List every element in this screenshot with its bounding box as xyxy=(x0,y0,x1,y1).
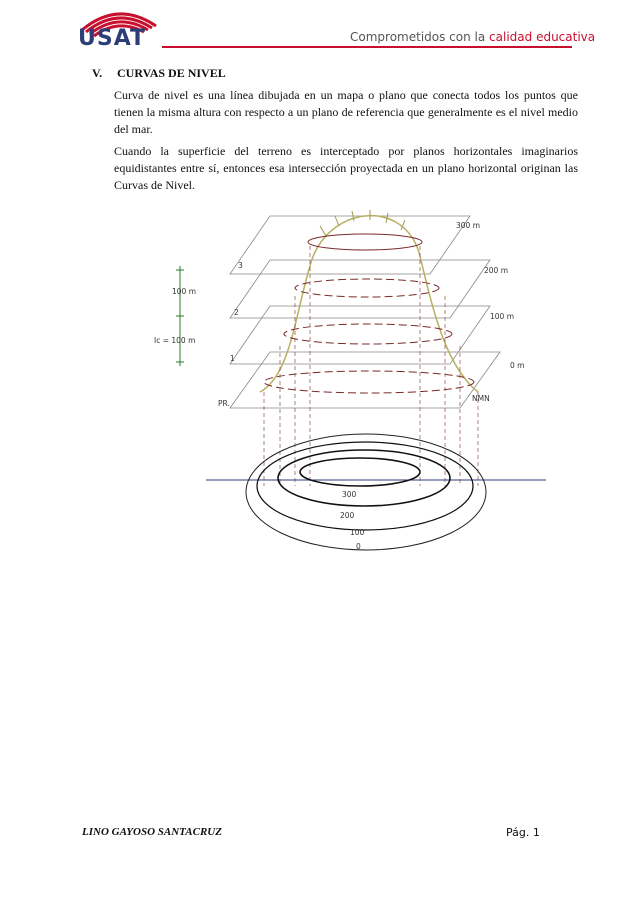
section-heading xyxy=(92,66,226,81)
hill-section-0 xyxy=(264,371,474,393)
label-contour-100: 100 xyxy=(350,528,365,537)
paragraph-definition: Curva de nivel es una línea dibujada en un mapa o plano que conecta todos los puntos que tienen la misma altura con respecto a un plano de referencia que generalmente es el nivel medio del mar. xyxy=(114,88,578,136)
label-contour-0: 0 xyxy=(356,542,361,551)
section-title: CURVAS DE NIVEL xyxy=(117,66,226,80)
label-contour-300: 300 xyxy=(342,490,357,499)
header-rule xyxy=(162,46,572,48)
hill-section-100 xyxy=(284,324,452,344)
plane-0 xyxy=(230,352,500,408)
label-plane-2: 2 xyxy=(234,308,239,317)
label-elev-100: 100 m xyxy=(490,312,515,321)
paragraph-explanation: Cuando la superficie del terreno es interceptado por planos horizontales imaginarios equidistantes entre sí, entonces esa intersección proyectada en un plano horizontal originan las Curvas de Nivel. xyxy=(114,144,578,192)
header-tagline xyxy=(350,30,595,44)
tagline-accent: calidad educativa xyxy=(489,30,596,44)
tagline-main: Comprometidos con la xyxy=(350,30,490,44)
hill-section-200 xyxy=(295,279,439,297)
label-scale-ic: Ic = 100 m xyxy=(154,336,196,345)
label-plane-1: 1 xyxy=(230,354,235,363)
label-plane-pr: PR. xyxy=(218,399,230,408)
label-scale-interval: 100 m xyxy=(172,287,197,296)
label-elev-200: 200 m xyxy=(484,266,509,275)
logo-text: USAT xyxy=(78,26,147,51)
label-contour-200: 200 xyxy=(340,511,355,520)
contour-300 xyxy=(300,458,420,486)
section-number: V. xyxy=(92,66,103,80)
label-elev-0: 0 m xyxy=(510,361,525,370)
contour-lines-diagram xyxy=(154,196,560,558)
label-plane-3: 3 xyxy=(238,261,243,270)
contour-0 xyxy=(246,434,486,550)
plane-200 xyxy=(230,260,490,318)
label-nmn: NMN xyxy=(472,394,490,403)
footer-author: LINO GAYOSO SANTACRUZ xyxy=(82,826,222,838)
hill-section-300 xyxy=(308,234,422,250)
label-elev-300: 300 m xyxy=(456,221,481,230)
footer-page-number: Pág. 1 xyxy=(506,826,540,839)
page-header xyxy=(0,0,638,62)
